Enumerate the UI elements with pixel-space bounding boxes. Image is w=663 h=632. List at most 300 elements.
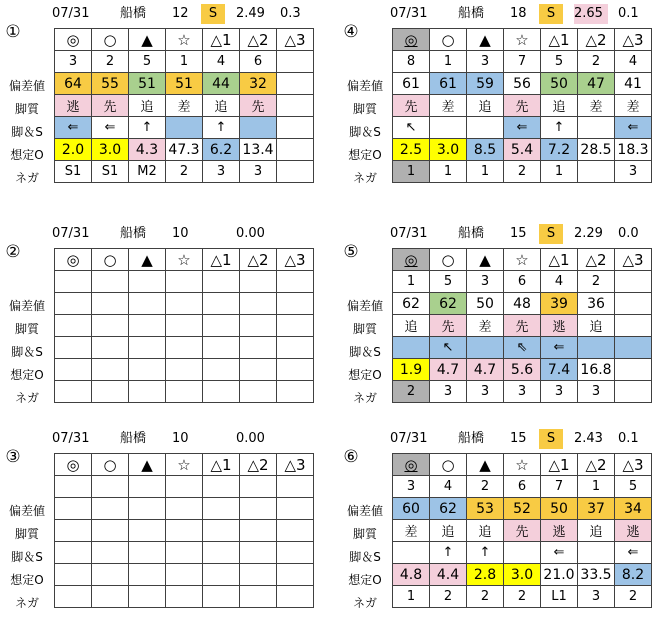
- row-label: 想定O: [10, 368, 44, 382]
- odds-value: 0.00: [236, 431, 265, 446]
- mark-cell: △2: [240, 454, 277, 476]
- negative-cell: [277, 161, 314, 183]
- score-cell: 41: [615, 73, 652, 95]
- negative-cell: [578, 161, 615, 183]
- negative-cell: 3: [504, 381, 541, 403]
- race-block: [0, 220, 330, 420]
- mark-cell: ◎: [55, 29, 92, 51]
- race-block: [0, 425, 330, 625]
- estimated-odds-cell: 1.9: [393, 359, 430, 381]
- est_o-row: [393, 564, 652, 586]
- nega-row: [393, 381, 652, 403]
- score-cell: 59: [467, 73, 504, 95]
- score-cell: 44: [203, 73, 240, 95]
- mark-cell: ☆: [504, 29, 541, 51]
- arrow-row: [55, 117, 314, 139]
- race-number: ③: [5, 447, 21, 467]
- row-label: 脚質: [14, 102, 39, 116]
- running-style-cell: [277, 520, 314, 542]
- position-arrow-cell: ↑: [203, 117, 240, 139]
- row-label: 想定O: [348, 368, 382, 382]
- position-arrow-cell: [277, 117, 314, 139]
- row-label: 脚＆S: [11, 125, 43, 139]
- rank-badge: S: [539, 429, 563, 449]
- mark-cell: ▲: [129, 454, 166, 476]
- running-style-cell: [615, 315, 652, 337]
- umaban-row: [393, 271, 652, 293]
- mark-cell: △1: [541, 454, 578, 476]
- score-cell: 47: [578, 73, 615, 95]
- diff-value: 0.1: [618, 6, 639, 21]
- negative-cell: [277, 381, 314, 403]
- estimated-odds-cell: [55, 564, 92, 586]
- running-style-cell: [92, 520, 129, 542]
- score-row: [393, 73, 652, 95]
- running-style-cell: 差: [166, 95, 203, 117]
- horse-number-cell: 3: [393, 476, 430, 498]
- race-venue: 船橋: [120, 6, 147, 21]
- horse-number-cell: [240, 476, 277, 498]
- horse-number-cell: 4: [541, 271, 578, 293]
- race-grid: [54, 453, 314, 608]
- estimated-odds-cell: [203, 564, 240, 586]
- running-style-cell: 差: [393, 520, 430, 542]
- running-style-cell: 先: [430, 315, 467, 337]
- estimated-odds-cell: 4.7: [467, 359, 504, 381]
- position-arrow-cell: ⇐: [541, 542, 578, 564]
- nega-row: [55, 161, 314, 183]
- horse-number-cell: [129, 476, 166, 498]
- estimated-odds-cell: [615, 359, 652, 381]
- score-cell: 32: [240, 73, 277, 95]
- negative-cell: 2: [504, 586, 541, 608]
- mark-cell: △3: [277, 454, 314, 476]
- row-label: ネガ: [352, 391, 377, 405]
- score-cell: 37: [578, 498, 615, 520]
- style-row: [393, 95, 652, 117]
- estimated-odds-cell: 16.8: [578, 359, 615, 381]
- running-style-cell: 追: [467, 520, 504, 542]
- estimated-odds-cell: 2.0: [55, 139, 92, 161]
- score-cell: 48: [504, 293, 541, 315]
- race-date: 07/31: [390, 431, 428, 446]
- nega-row: [393, 161, 652, 183]
- mark-cell: ◎: [393, 249, 430, 271]
- running-style-cell: [55, 520, 92, 542]
- position-arrow-cell: ↖: [430, 337, 467, 359]
- mark-cell: △3: [277, 249, 314, 271]
- running-style-cell: 差: [430, 95, 467, 117]
- running-style-cell: [55, 315, 92, 337]
- row-label: 偏差値: [346, 504, 383, 518]
- race-grid: [54, 248, 314, 403]
- marks-row: [393, 249, 652, 271]
- horse-number-cell: 4: [430, 476, 467, 498]
- race-date: 07/31: [390, 6, 428, 21]
- running-style-cell: 追: [467, 95, 504, 117]
- row-label: ネガ: [352, 171, 377, 185]
- score-cell: [55, 498, 92, 520]
- score-cell: [129, 498, 166, 520]
- mark-cell: ☆: [166, 454, 203, 476]
- running-style-cell: [277, 315, 314, 337]
- horse-number-cell: [615, 271, 652, 293]
- position-arrow-cell: [467, 337, 504, 359]
- estimated-odds-cell: [129, 564, 166, 586]
- negative-cell: [166, 381, 203, 403]
- score-cell: 53: [467, 498, 504, 520]
- horse-number-cell: [92, 271, 129, 293]
- estimated-odds-cell: 4.3: [129, 139, 166, 161]
- score-cell: [277, 498, 314, 520]
- score-cell: [203, 293, 240, 315]
- negative-cell: 2: [615, 586, 652, 608]
- row-label: ネガ: [14, 391, 39, 405]
- horse-number-cell: 1: [393, 271, 430, 293]
- score-cell: 39: [541, 293, 578, 315]
- umaban-row: [393, 51, 652, 73]
- negative-cell: 2: [430, 586, 467, 608]
- odds-value: 2.29: [574, 226, 603, 241]
- row-label: 想定O: [348, 573, 382, 587]
- race-grid: [392, 28, 652, 183]
- mark-cell: △2: [578, 29, 615, 51]
- position-arrow-cell: ⇖: [504, 337, 541, 359]
- negative-cell: [203, 381, 240, 403]
- estimated-odds-cell: 4.8: [393, 564, 430, 586]
- style-row: [55, 315, 314, 337]
- position-arrow-cell: ⇐: [504, 117, 541, 139]
- position-arrow-cell: ⇐: [615, 542, 652, 564]
- mark-cell: △2: [240, 249, 277, 271]
- horse-number-cell: 4: [615, 51, 652, 73]
- estimated-odds-cell: [55, 359, 92, 381]
- score-cell: 64: [55, 73, 92, 95]
- umaban-row: [55, 51, 314, 73]
- race-number: ④: [343, 22, 359, 42]
- row-label: 想定O: [348, 148, 382, 162]
- horse-number-cell: [166, 271, 203, 293]
- horse-number-cell: [203, 271, 240, 293]
- position-arrow-cell: [393, 542, 430, 564]
- umaban-row: [55, 476, 314, 498]
- score-cell: [166, 498, 203, 520]
- negative-cell: 1: [393, 161, 430, 183]
- est_o-row: [393, 359, 652, 381]
- running-style-cell: 追: [129, 95, 166, 117]
- negative-cell: 1: [541, 161, 578, 183]
- negative-cell: S1: [92, 161, 129, 183]
- position-arrow-cell: [615, 337, 652, 359]
- estimated-odds-cell: 3.0: [504, 564, 541, 586]
- position-arrow-cell: ↑: [430, 542, 467, 564]
- race-block: [338, 220, 663, 420]
- score-cell: [240, 498, 277, 520]
- mark-cell: ◎: [55, 454, 92, 476]
- horse-number-cell: 3: [467, 271, 504, 293]
- marks-row: [55, 454, 314, 476]
- negative-cell: S1: [55, 161, 92, 183]
- running-style-cell: 追: [578, 315, 615, 337]
- mark-cell: △2: [578, 249, 615, 271]
- position-arrow-cell: ⇐: [615, 117, 652, 139]
- score-cell: [615, 293, 652, 315]
- row-label: 脚＆S: [11, 345, 43, 359]
- style-row: [393, 520, 652, 542]
- running-style-cell: 追: [541, 95, 578, 117]
- mark-cell: ☆: [166, 29, 203, 51]
- style-row: [55, 95, 314, 117]
- race-date: 07/31: [52, 6, 90, 21]
- score-cell: 61: [430, 73, 467, 95]
- negative-cell: 2: [504, 161, 541, 183]
- estimated-odds-cell: 8.2: [615, 564, 652, 586]
- score-cell: 34: [615, 498, 652, 520]
- style-row: [393, 315, 652, 337]
- estimated-odds-cell: [240, 564, 277, 586]
- negative-cell: [92, 586, 129, 608]
- horse-number-cell: 3: [55, 51, 92, 73]
- running-style-cell: 追: [393, 315, 430, 337]
- horse-number-cell: 8: [393, 51, 430, 73]
- negative-cell: 3: [615, 161, 652, 183]
- est_o-row: [393, 139, 652, 161]
- mark-cell: ○: [430, 454, 467, 476]
- position-arrow-cell: [240, 117, 277, 139]
- mark-cell: ○: [92, 454, 129, 476]
- running-style-cell: 差: [578, 95, 615, 117]
- position-arrow-cell: [92, 542, 129, 564]
- nega-row: [393, 586, 652, 608]
- horse-number-cell: 5: [430, 271, 467, 293]
- score-cell: 50: [541, 498, 578, 520]
- negative-cell: L1: [541, 586, 578, 608]
- row-label: ネガ: [14, 171, 39, 185]
- estimated-odds-cell: 2.8: [467, 564, 504, 586]
- mark-cell: ☆: [166, 249, 203, 271]
- running-style-cell: [166, 520, 203, 542]
- row-label: 脚質: [352, 527, 377, 541]
- negative-cell: 2: [467, 586, 504, 608]
- score-cell: 51: [166, 73, 203, 95]
- estimated-odds-cell: 4.4: [430, 564, 467, 586]
- row-label: ネガ: [352, 596, 377, 610]
- arrow-row: [393, 117, 652, 139]
- odds-value: 2.43: [574, 431, 603, 446]
- mark-cell: ▲: [129, 249, 166, 271]
- score-cell: 61: [393, 73, 430, 95]
- estimated-odds-cell: [129, 359, 166, 381]
- row-label: 脚質: [352, 102, 377, 116]
- score-row: [55, 498, 314, 520]
- negative-cell: [129, 381, 166, 403]
- position-arrow-cell: [240, 542, 277, 564]
- runner-count: 12: [172, 6, 189, 21]
- row-label: 脚質: [352, 322, 377, 336]
- estimated-odds-cell: [92, 359, 129, 381]
- position-arrow-cell: [393, 337, 430, 359]
- marks-row: [393, 454, 652, 476]
- estimated-odds-cell: 5.4: [504, 139, 541, 161]
- runner-count: 18: [510, 6, 527, 21]
- race-venue: 船橋: [458, 6, 485, 21]
- negative-cell: [166, 586, 203, 608]
- style-row: [55, 520, 314, 542]
- horse-number-cell: [55, 271, 92, 293]
- position-arrow-cell: [203, 337, 240, 359]
- position-arrow-cell: [277, 542, 314, 564]
- runner-count: 10: [172, 431, 189, 446]
- odds-value: 2.49: [236, 6, 265, 21]
- horse-number-cell: 2: [578, 51, 615, 73]
- mark-cell: ◎: [393, 29, 430, 51]
- score-cell: [240, 293, 277, 315]
- mark-cell: △1: [541, 249, 578, 271]
- estimated-odds-cell: [277, 359, 314, 381]
- score-cell: [166, 293, 203, 315]
- row-label: 想定O: [10, 573, 44, 587]
- estimated-odds-cell: 33.5: [578, 564, 615, 586]
- race-grid: [54, 28, 314, 183]
- estimated-odds-cell: 6.2: [203, 139, 240, 161]
- race-venue: 船橋: [458, 431, 485, 446]
- row-label: 脚質: [14, 322, 39, 336]
- diff-value: 0.3: [280, 6, 301, 21]
- horse-number-cell: 2: [467, 476, 504, 498]
- score-cell: [92, 293, 129, 315]
- runner-count: 15: [510, 431, 527, 446]
- race-venue: 船橋: [120, 226, 147, 241]
- umaban-row: [55, 271, 314, 293]
- mark-cell: △1: [203, 249, 240, 271]
- race-number: ①: [5, 22, 21, 42]
- horse-number-cell: [166, 476, 203, 498]
- race-date: 07/31: [52, 226, 90, 241]
- running-style-cell: [277, 95, 314, 117]
- position-arrow-cell: [240, 337, 277, 359]
- running-style-cell: 追: [430, 520, 467, 542]
- estimated-odds-cell: [166, 564, 203, 586]
- mark-cell: ▲: [467, 454, 504, 476]
- negative-cell: [92, 381, 129, 403]
- mark-cell: △3: [615, 249, 652, 271]
- score-cell: 51: [129, 73, 166, 95]
- position-arrow-cell: ⇐: [55, 117, 92, 139]
- rank-badge: S: [201, 4, 225, 24]
- position-arrow-cell: [277, 337, 314, 359]
- negative-cell: 1: [430, 161, 467, 183]
- running-style-cell: [203, 315, 240, 337]
- mark-cell: △2: [578, 454, 615, 476]
- score-cell: 50: [467, 293, 504, 315]
- score-cell: [277, 73, 314, 95]
- negative-cell: 2: [393, 381, 430, 403]
- horse-number-cell: 7: [541, 476, 578, 498]
- horse-number-cell: [277, 476, 314, 498]
- position-arrow-cell: [129, 542, 166, 564]
- horse-number-cell: 2: [578, 271, 615, 293]
- horse-number-cell: 4: [203, 51, 240, 73]
- estimated-odds-cell: 7.4: [541, 359, 578, 381]
- negative-cell: [615, 381, 652, 403]
- race-grid: [392, 248, 652, 403]
- horse-number-cell: 3: [467, 51, 504, 73]
- running-style-cell: 先: [240, 95, 277, 117]
- mark-cell: △2: [240, 29, 277, 51]
- mark-cell: ☆: [504, 249, 541, 271]
- negative-cell: 3: [203, 161, 240, 183]
- running-style-cell: 逃: [55, 95, 92, 117]
- score-cell: [277, 293, 314, 315]
- position-arrow-cell: [203, 542, 240, 564]
- umaban-row: [393, 476, 652, 498]
- score-cell: 62: [393, 293, 430, 315]
- row-label: 脚＆S: [11, 550, 43, 564]
- score-row: [393, 293, 652, 315]
- position-arrow-cell: ↑: [129, 117, 166, 139]
- position-arrow-cell: [578, 337, 615, 359]
- running-style-cell: [203, 520, 240, 542]
- estimated-odds-cell: 28.5: [578, 139, 615, 161]
- position-arrow-cell: ↑: [467, 542, 504, 564]
- running-style-cell: [92, 315, 129, 337]
- score-cell: 60: [393, 498, 430, 520]
- score-cell: 36: [578, 293, 615, 315]
- negative-cell: [55, 381, 92, 403]
- negative-cell: 3: [467, 381, 504, 403]
- running-style-cell: 追: [203, 95, 240, 117]
- running-style-cell: [166, 315, 203, 337]
- negative-cell: [277, 586, 314, 608]
- horse-number-cell: 5: [615, 476, 652, 498]
- horse-number-cell: [277, 271, 314, 293]
- score-cell: 55: [92, 73, 129, 95]
- row-label: 偏差値: [346, 299, 383, 313]
- marks-row: [393, 29, 652, 51]
- score-cell: 52: [504, 498, 541, 520]
- row-label: 脚＆S: [349, 125, 381, 139]
- running-style-cell: 差: [615, 95, 652, 117]
- rank-badge: S: [539, 224, 563, 244]
- running-style-cell: [129, 315, 166, 337]
- position-arrow-cell: [467, 117, 504, 139]
- running-style-cell: 先: [504, 315, 541, 337]
- position-arrow-cell: [55, 542, 92, 564]
- row-label: 脚＆S: [349, 550, 381, 564]
- horse-number-cell: 2: [92, 51, 129, 73]
- race-date: 07/31: [52, 431, 90, 446]
- negative-cell: [203, 586, 240, 608]
- arrow-row: [393, 542, 652, 564]
- running-style-cell: 逃: [541, 315, 578, 337]
- estimated-odds-cell: 13.4: [240, 139, 277, 161]
- row-label: 偏差値: [8, 79, 45, 93]
- score-row: [393, 498, 652, 520]
- mark-cell: ○: [430, 29, 467, 51]
- horse-number-cell: [277, 51, 314, 73]
- negative-cell: [55, 586, 92, 608]
- marks-row: [55, 29, 314, 51]
- estimated-odds-cell: 21.0: [541, 564, 578, 586]
- negative-cell: 3: [430, 381, 467, 403]
- position-arrow-cell: ⇐: [92, 117, 129, 139]
- position-arrow-cell: [504, 542, 541, 564]
- nega-row: [55, 381, 314, 403]
- nega-row: [55, 586, 314, 608]
- mark-cell: ▲: [467, 29, 504, 51]
- horse-number-cell: 5: [129, 51, 166, 73]
- row-label: 脚質: [14, 527, 39, 541]
